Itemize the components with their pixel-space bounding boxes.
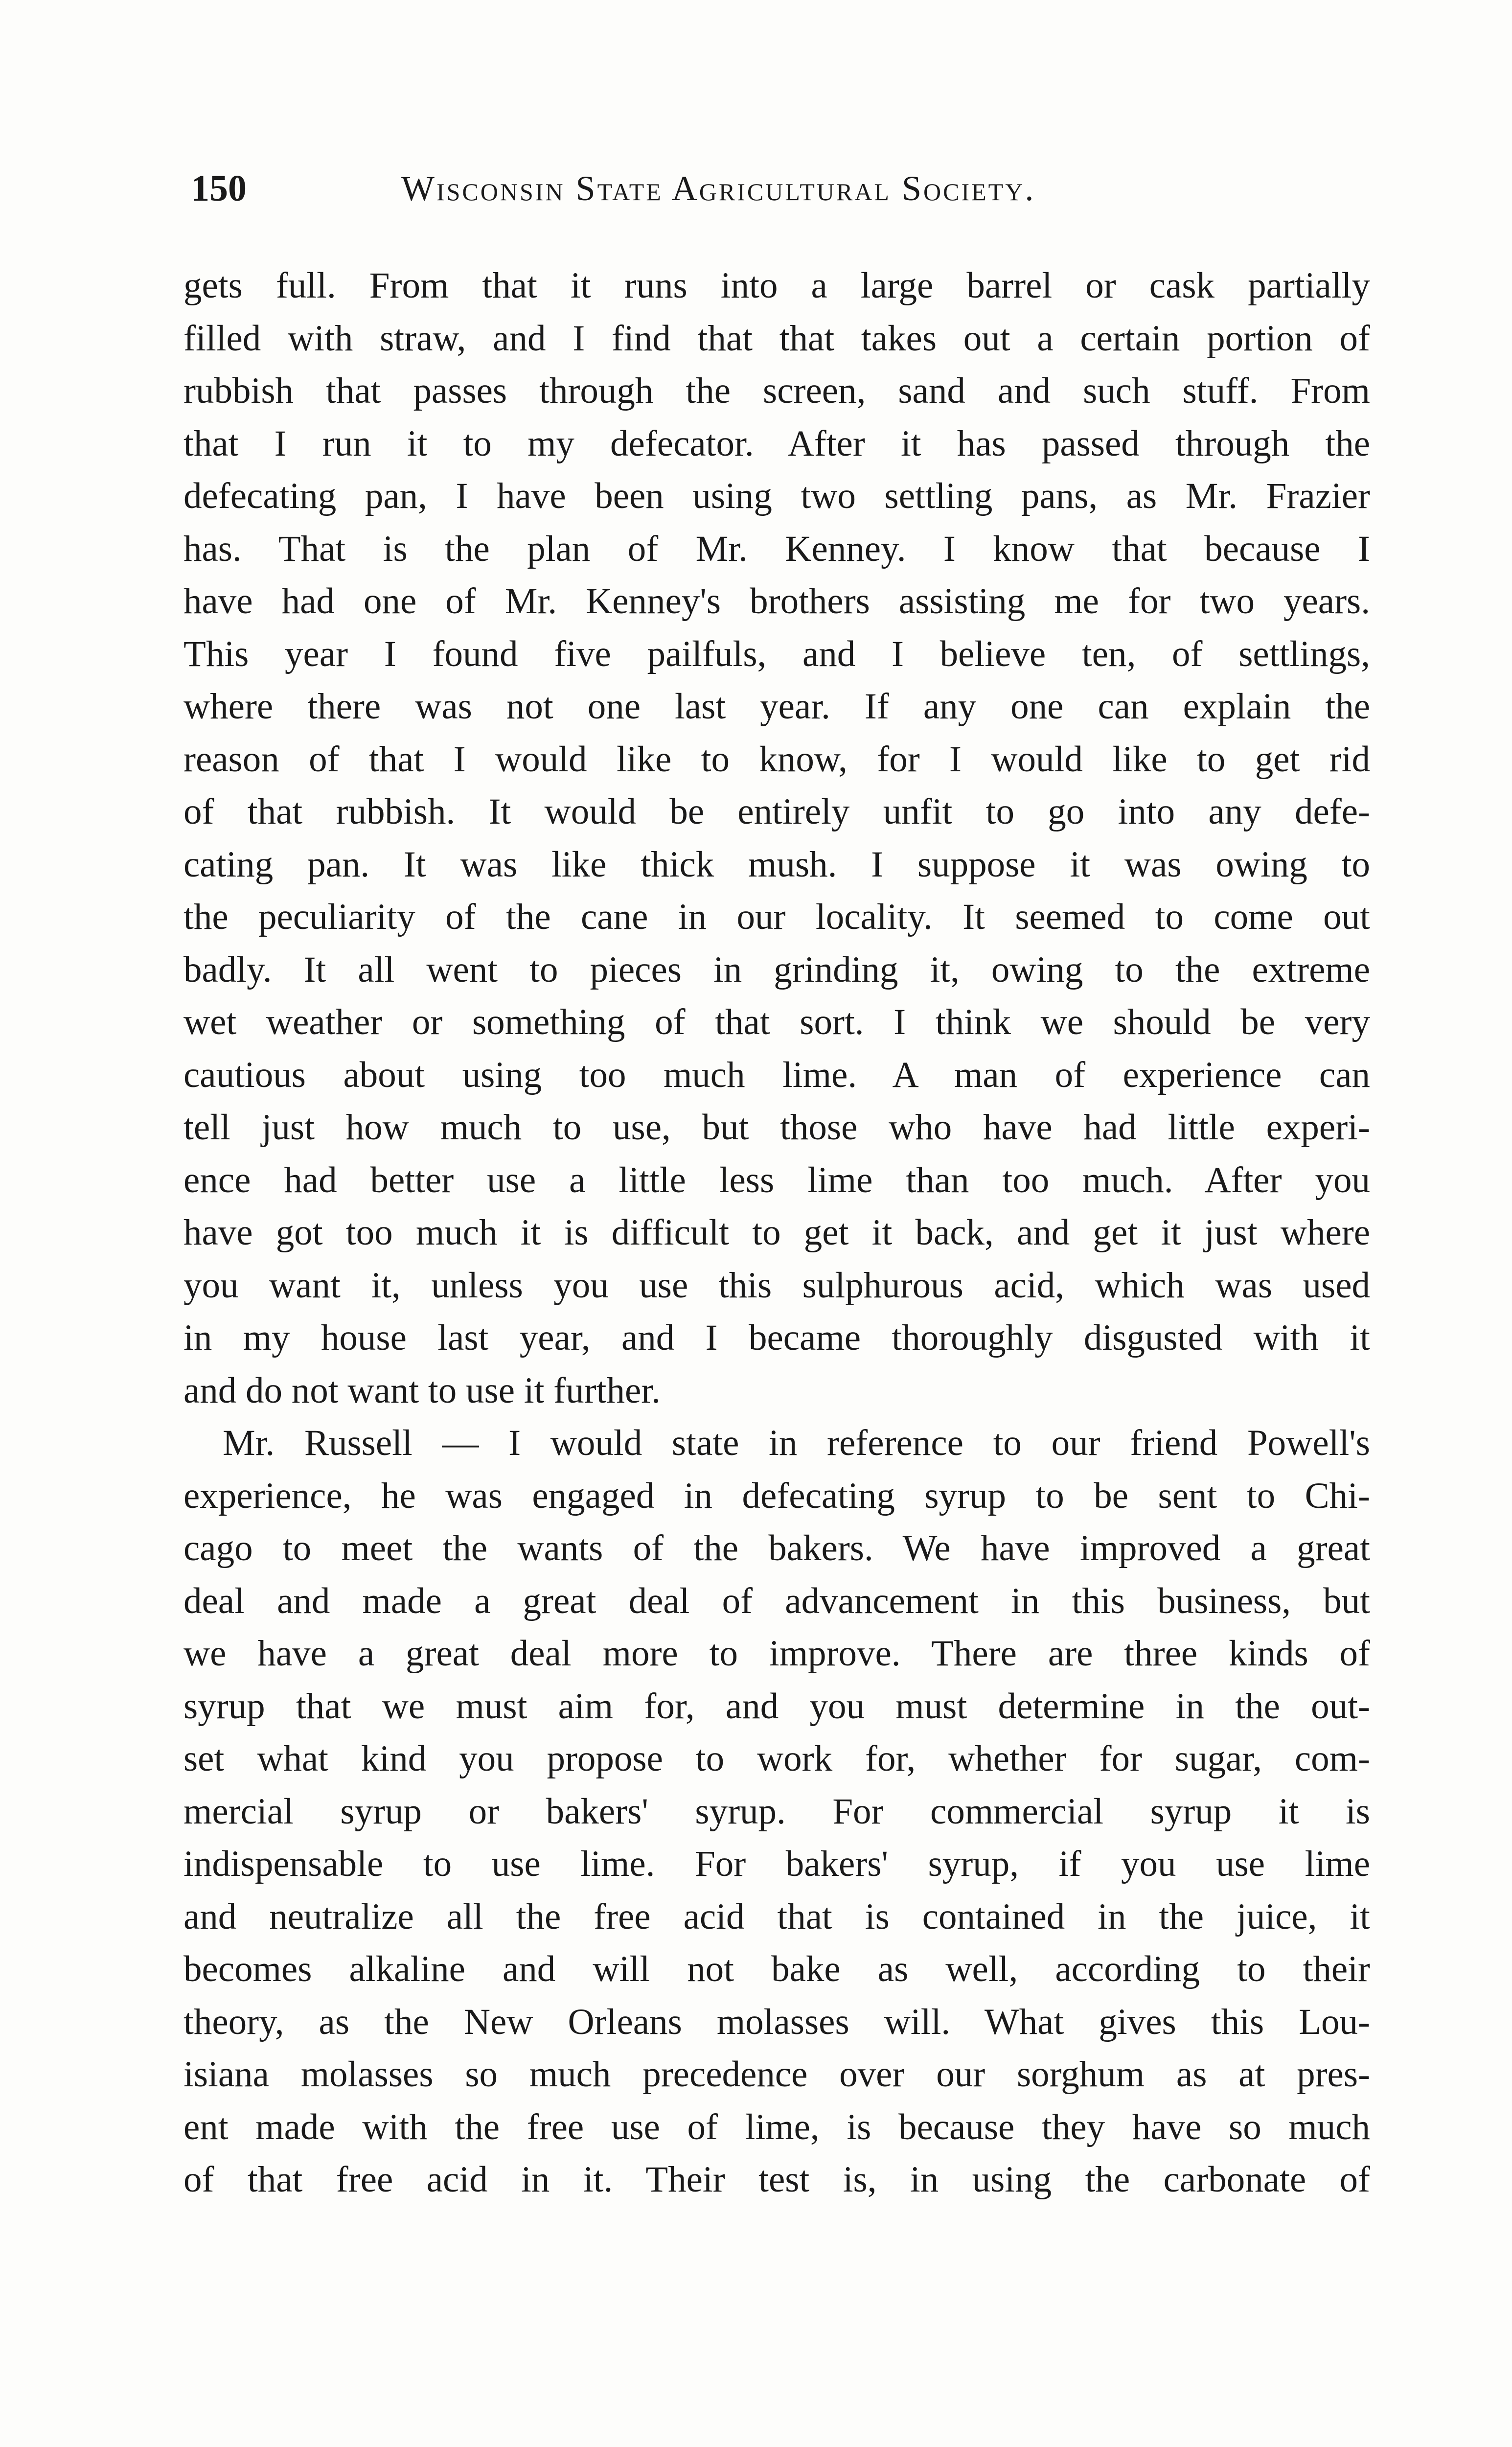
text-line: and do not want to use it further.: [183, 1370, 661, 1411]
text-line: cating pan. It was like thick mush. I suppose it was owing to: [183, 844, 1370, 885]
text-line: syrup that we must aim for, and you must determine in the out-: [183, 1685, 1370, 1727]
running-head: [191, 162, 1360, 215]
text-line: and neutralize all the free acid that is contained in the juice, it: [183, 1896, 1370, 1937]
text-line: set what kind you propose to work for, whether for sugar, com-: [183, 1738, 1370, 1779]
text-line: you want it, unless you use this sulphurous acid, which was used: [183, 1265, 1370, 1306]
text-line: the peculiarity of the cane in our locality. It seemed to come out: [183, 897, 1370, 937]
text-line: that I run it to my defecator. After it has passed through the: [183, 423, 1370, 464]
text-line: of that rubbish. It would be entirely unfit to go into any defe-: [183, 791, 1370, 832]
text-line: has. That is the plan of Mr. Kenney. I know that because I: [183, 528, 1370, 569]
paragraph: [183, 259, 1370, 1417]
text-line: cautious about using too much lime. A man of experience can: [183, 1054, 1370, 1095]
text-line: becomes alkaline and will not bake as well, according to their: [183, 1949, 1370, 1989]
text-line: rubbish that passes through the screen, sand and such stuff. From: [183, 370, 1370, 411]
text-line: deal and made a great deal of advancement in this business, but: [183, 1580, 1370, 1621]
text-line: of that free acid in it. Their test is, in using the carbonate of: [183, 2159, 1370, 2200]
text-line: isiana molasses so much precedence over our sorghum as at pres-: [183, 2054, 1370, 2095]
text-line: gets full. From that it runs into a large barrel or cask partially: [183, 265, 1370, 306]
text-line: in my house last year, and I became thoroughly disgusted with it: [183, 1317, 1370, 1358]
text-line: experience, he was engaged in defecating syrup to be sent to Chi-: [183, 1475, 1370, 1516]
text-line: have got too much it is difficult to get it back, and get it just where: [183, 1212, 1370, 1253]
body-text: [183, 259, 1370, 2206]
text-line: tell just how much to use, but those who have had little experi-: [183, 1107, 1370, 1148]
text-line: mercial syrup or bakers' syrup. For commercial syrup it is: [183, 1791, 1370, 1832]
running-title: Wisconsin State Agricultural Society.: [401, 169, 1036, 208]
text-line: where there was not one last year. If any one can explain the: [183, 686, 1370, 727]
text-line: Mr. Russell — I would state in reference to our friend Powell's: [223, 1423, 1370, 1463]
text-line: indispensable to use lime. For bakers' syrup, if you use lime: [183, 1844, 1370, 1884]
text-line: This year I found five pailfuls, and I believe ten, of settlings,: [183, 633, 1370, 674]
text-line: theory, as the New Orleans molasses will. What gives this Lou-: [183, 2001, 1370, 2042]
text-line: ent made with the free use of lime, is because they have so much: [183, 2106, 1370, 2147]
page-number: 150: [191, 168, 247, 209]
text-line: reason of that I would like to know, for I would like to get rid: [183, 739, 1370, 780]
text-line: wet weather or something of that sort. I think we should be very: [183, 1002, 1370, 1042]
text-line: have had one of Mr. Kenney's brothers assisting me for two years.: [183, 581, 1370, 622]
text-line: ence had better use a little less lime than too much. After you: [183, 1159, 1370, 1200]
text-line: defecating pan, I have been using two settling pans, as Mr. Frazier: [183, 476, 1370, 516]
text-line: cago to meet the wants of the bakers. We have improved a great: [183, 1528, 1370, 1569]
paragraph: [183, 1417, 1370, 2206]
text-line: we have a great deal more to improve. There are three kinds of: [183, 1633, 1370, 1674]
text-line: filled with straw, and I find that that takes out a certain portion of: [183, 318, 1370, 359]
text-line: badly. It all went to pieces in grinding it, owing to the extreme: [183, 949, 1370, 990]
